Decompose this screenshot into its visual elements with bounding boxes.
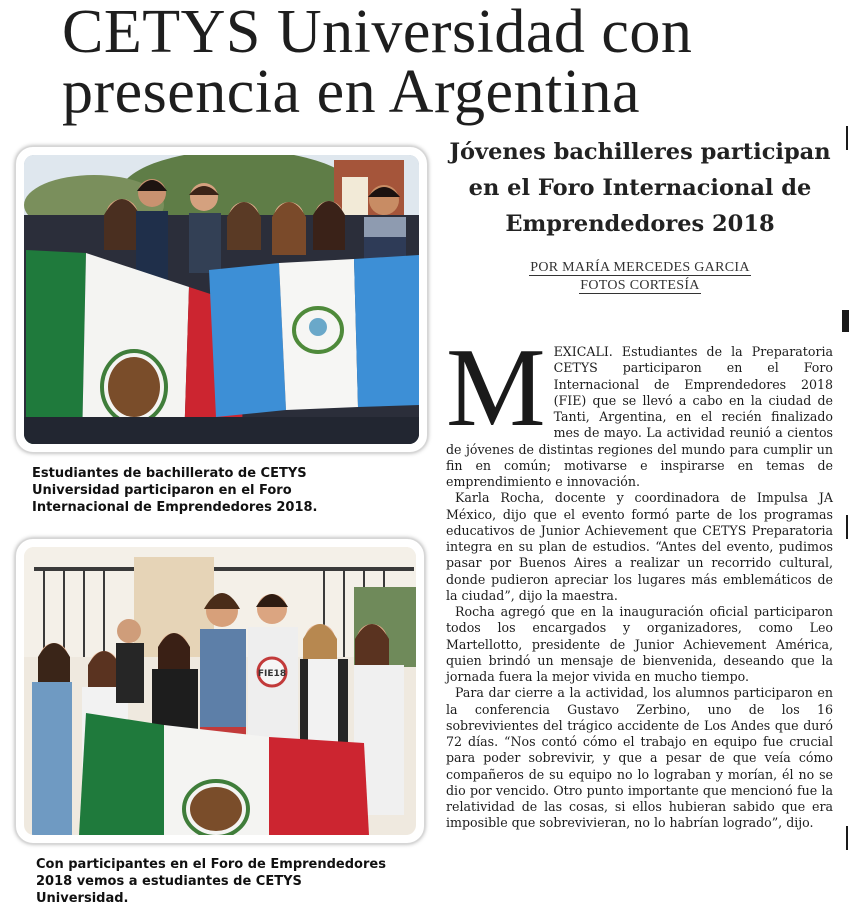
byline-photos-row	[440, 277, 840, 295]
article-subheadline: Jóvenes bachilleres participan en el Foro Internacional de Emprendedores 2018	[449, 139, 831, 237]
drop-cap: M	[446, 326, 546, 450]
byline-author-row	[440, 259, 840, 277]
article-body	[446, 326, 833, 832]
article-headline: CETYS Universidad con presencia en Argentina	[62, 0, 693, 126]
article-paragraph-4: Para dar cierre a la actividad, los alumnos participaron en la conferencia Gustavo Zerbino, uno de los 16 sobrevivientes del trágico accidente de Los Andes que duró 72 días. “Nos contó cómo el trabajo en equipo fue crucial para poder sobrevivir, y que a pesar de que veía cómo compañeros de su equipo no lo lograban y morían, él no se dio por vencido. Otro punto importante que mencionó fue la relatividad de las cosas, si ellos hubieran sabido que era imposible que sobrevivieran, no lo habrían logrado”, dijo.	[446, 685, 833, 831]
photo-frame-2	[15, 538, 425, 844]
article-paragraph-1-text: EXICALI. Estudiantes de la Preparatoria CETYS participaron en el Foro Internacional de Emprendedores 2018 (FIE) que se llevó a cabo en la ciudad de Tanti, Argentina, en el recién finalizado mes de mayo. La actividad reunió a cientos de jóvenes de distintas regiones del mundo para cumplir un fin en común; motivarse e inspirarse en temas de emprendimiento e innovación.	[446, 344, 833, 489]
byline-author: POR MARÍA MERCEDES GARCIA	[530, 260, 750, 275]
students-with-flags-photo	[24, 155, 419, 444]
photo-caption-2: Con participantes en el Foro de Emprendedores 2018 vemos a estudiantes de CETYS Universidad.	[36, 857, 386, 906]
page-edge-tick-3	[846, 826, 848, 850]
page-edge-marker	[842, 310, 849, 332]
article-paragraph-1	[446, 326, 833, 490]
article-paragraph-3: Rocha agregó que en la inauguración oficial participaron todos los encargados y organizadores, como Leo Martellotto, presidente de Junior Achievement América, quien brindó un mensaje de bienvenida, deseando que la jornada fuera la mejor vivida en mucho tiempo.	[446, 604, 833, 684]
photo-caption-1: Estudiantes de bachillerato de CETYS Universidad participaron en el Foro Internacional de Emprendedores 2018.	[32, 466, 318, 515]
fie-badge-text: FIE18	[257, 669, 287, 679]
photo-frame-1	[15, 146, 428, 453]
group-photo-with-mexican-flag	[24, 547, 416, 835]
page-edge-tick-2	[846, 515, 848, 539]
article-paragraph-2: Karla Rocha, docente y coordinadora de Impulsa JA México, dijo que el evento formó parte de los programas educativos de Junior Achievement que CETYS Preparatoria integra en su plan de estudios. “Antes del evento, pudimos pasar por Buenos Aires a realizar un recorrido cultural, donde pudieron apreciar los lugares más emblemáticos de la ciudad”, dijo la maestra.	[446, 490, 833, 603]
byline-photos: FOTOS CORTESÍA	[580, 278, 700, 293]
page-edge-tick-1	[846, 126, 848, 150]
